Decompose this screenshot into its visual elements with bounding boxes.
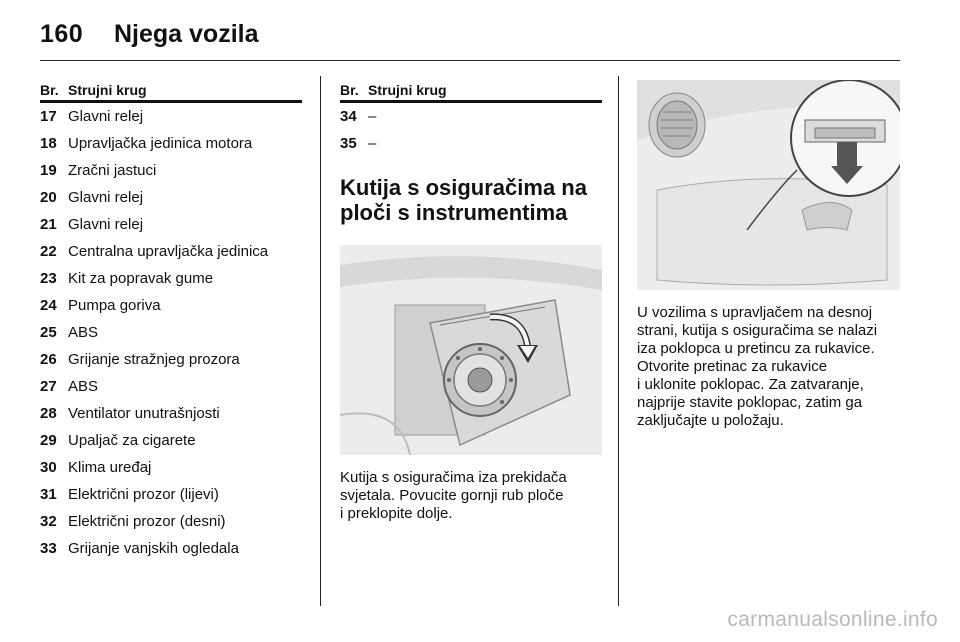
fuse-number: 19 xyxy=(40,162,57,179)
fuse-number: 23 xyxy=(40,270,57,287)
circuit-name: Grijanje vanjskih ogledala xyxy=(68,540,239,557)
table-row xyxy=(40,319,302,346)
fuse-number: 29 xyxy=(40,432,57,449)
fuse-number: 22 xyxy=(40,243,57,260)
table-row xyxy=(40,292,302,319)
circuit-name: Ventilator unutrašnjosti xyxy=(68,405,220,422)
paragraph-line: najprije stavite poklopac, zatim ga xyxy=(637,394,863,411)
circuit-name: Električni prozor (desni) xyxy=(68,513,226,530)
heading-line: Kutija s osiguračima na xyxy=(340,175,587,200)
header-nr: Br. xyxy=(340,82,359,98)
circuit-name: Glavni relej xyxy=(68,108,144,125)
circuit-name: Zračni jastuci xyxy=(68,162,157,179)
fuse-number: 35 xyxy=(340,135,357,152)
fuse-number: 18 xyxy=(40,135,57,152)
circuit-name: Kit za popravak gume xyxy=(68,270,214,287)
paragraph-line: strani, kutija s osiguračima se nalazi xyxy=(637,322,878,339)
table-row xyxy=(40,238,302,265)
fuse-number: 33 xyxy=(40,540,57,557)
fuse-number: 17 xyxy=(40,108,57,125)
circuit-name: Klima uređaj xyxy=(68,459,152,476)
column-divider xyxy=(320,76,321,606)
paragraph-line: U vozilima s upravljačem na desnoj xyxy=(637,304,873,321)
page-header xyxy=(40,14,900,61)
table-row xyxy=(340,103,602,130)
glovebox-column xyxy=(637,80,900,430)
glovebox-illustration xyxy=(637,80,900,290)
circuit-name: Grijanje stražnjeg prozora xyxy=(68,351,240,368)
watermark: carmanualsonline.info xyxy=(727,608,938,631)
caption-line: Kutija s osiguračima iza prekidača xyxy=(340,469,567,486)
fuse-number: 31 xyxy=(40,486,57,503)
illustration-caption xyxy=(340,469,602,523)
circuit-name: – xyxy=(368,135,377,152)
table-row xyxy=(40,400,302,427)
fuse-number: 32 xyxy=(40,513,57,530)
circuit-name: Pumpa goriva xyxy=(68,297,161,314)
fuse-number: 27 xyxy=(40,378,57,395)
circuit-name: Električni prozor (lijevi) xyxy=(68,486,219,503)
fuse-table-right xyxy=(340,78,602,523)
circuit-name: Upaljač za cigarete xyxy=(68,432,196,449)
section-heading xyxy=(340,175,602,225)
header-nr: Br. xyxy=(40,82,59,98)
table-row xyxy=(40,481,302,508)
heading-line: ploči s instrumentima xyxy=(340,200,568,225)
circuit-name: Centralna upravljačka jedinica xyxy=(68,243,269,260)
table-row xyxy=(40,373,302,400)
circuit-name: – xyxy=(368,108,377,125)
caption-line: i preklopite dolje. xyxy=(340,505,453,522)
table-row xyxy=(40,535,302,562)
table-row xyxy=(40,184,302,211)
paragraph-line: zaključajte u položaju. xyxy=(637,412,784,429)
page-title: Njega vozila xyxy=(114,20,259,48)
circuit-name: ABS xyxy=(68,378,99,395)
fuse-number: 25 xyxy=(40,324,57,341)
paragraph-line: i uklonite poklopac. Za zatvaranje, xyxy=(637,376,864,393)
table-row xyxy=(40,130,302,157)
table-row xyxy=(40,103,302,130)
table-row xyxy=(40,265,302,292)
fuse-number: 21 xyxy=(40,216,57,233)
table-rows xyxy=(340,103,602,157)
circuit-name: Glavni relej xyxy=(68,189,144,206)
table-row xyxy=(40,508,302,535)
instrument-panel-illustration xyxy=(340,245,602,455)
paragraph-line: Otvorite pretinac za rukavice xyxy=(637,358,828,375)
paragraph-line: iza poklopca u pretincu za rukavice. xyxy=(637,340,875,357)
fuse-number: 28 xyxy=(40,405,57,422)
page-number: 160 xyxy=(40,20,84,48)
table-row xyxy=(40,157,302,184)
fuse-number: 20 xyxy=(40,189,57,206)
table-row xyxy=(40,346,302,373)
column-divider xyxy=(618,76,619,606)
table-row xyxy=(40,454,302,481)
circuit-name: Upravljačka jedinica motora xyxy=(68,135,253,152)
header-circuit: Strujni krug xyxy=(368,82,447,98)
illustration-svg xyxy=(637,80,900,290)
fuse-table-left xyxy=(40,78,302,562)
fuse-number: 34 xyxy=(340,108,357,125)
circuit-name: ABS xyxy=(68,324,99,341)
table-row xyxy=(40,427,302,454)
table-row xyxy=(40,211,302,238)
header-circuit: Strujni krug xyxy=(68,82,147,98)
fuse-number: 26 xyxy=(40,351,57,368)
caption-line: svjetala. Povucite gornji rub ploče xyxy=(340,487,564,504)
table-header xyxy=(340,78,602,103)
illustration-svg xyxy=(340,245,602,455)
glovebox-paragraph xyxy=(637,304,900,430)
fuse-number: 24 xyxy=(40,297,57,314)
fuse-number: 30 xyxy=(40,459,57,476)
circuit-name: Glavni relej xyxy=(68,216,144,233)
table-row xyxy=(340,130,602,157)
table-rows xyxy=(40,103,302,562)
table-header xyxy=(40,78,302,103)
